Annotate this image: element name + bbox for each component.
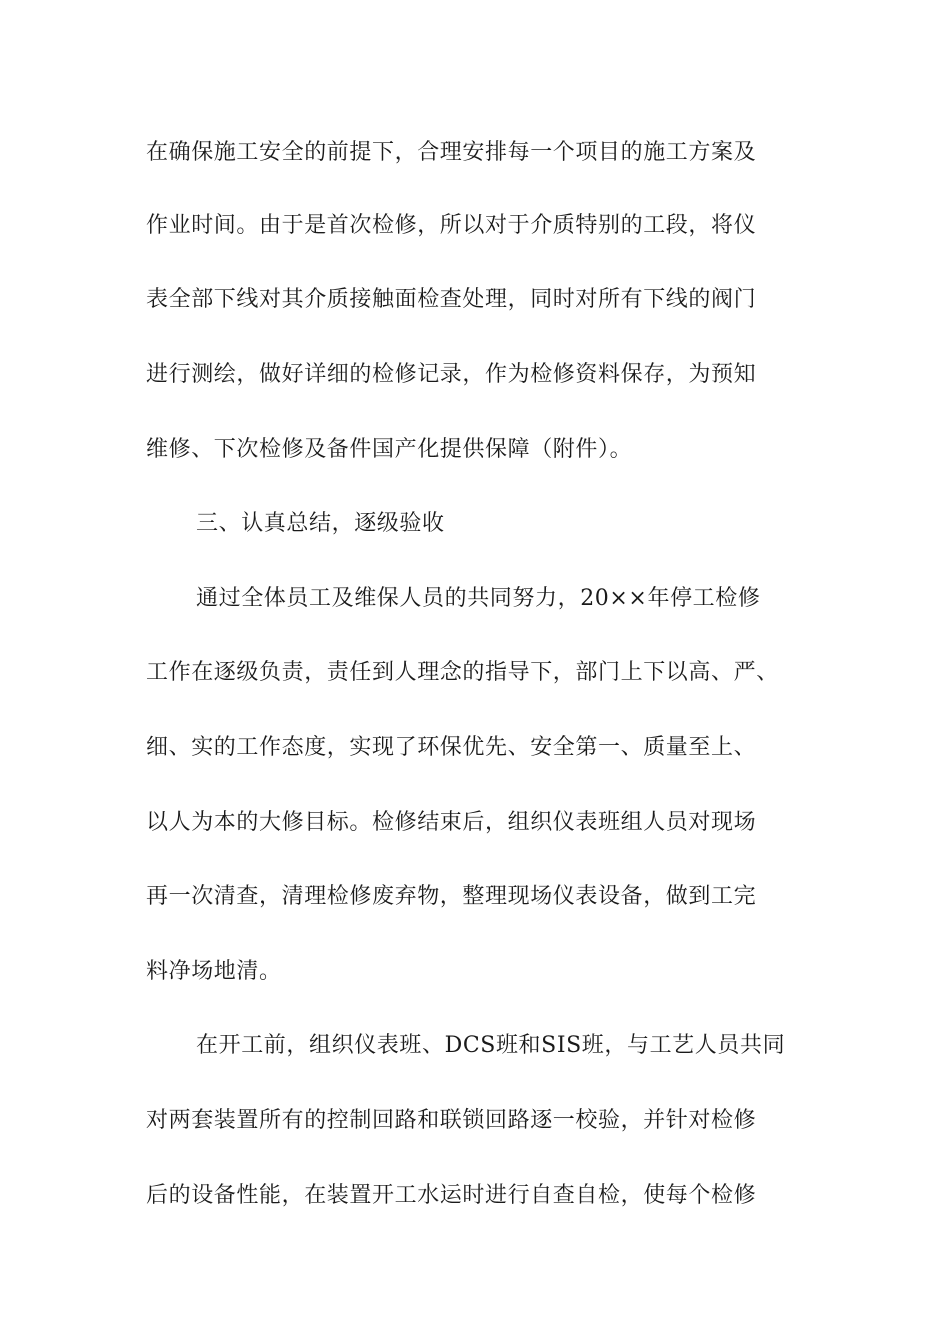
body-text-line: 进行测绘，做好详细的检修记录，作为检修资料保存，为预知 (146, 362, 757, 387)
body-text-line: 细、实的工作态度，实现了环保优先、安全第一、质量至上、 (146, 735, 757, 760)
body-text-line: 通过全体员工及维保人员的共同努力，20××年停工检修 (196, 586, 761, 611)
body-text-line: 表全部下线对其介质接触面检查处理，同时对所有下线的阀门 (146, 287, 757, 312)
body-text-line: 工作在逐级负责，责任到人理念的指导下，部门上下以高、严、 (146, 660, 779, 685)
body-text-line: 再一次清查，清理检修废弃物，整理现场仪表设备，做到工完 (146, 884, 757, 909)
body-text-line: 料净场地清。 (146, 959, 282, 984)
body-text-line: 在确保施工安全的前提下，合理安排每一个项目的施工方案及 (146, 140, 757, 165)
body-text-line: 在开工前，组织仪表班、DCS班和SIS班，与工艺人员共同 (196, 1033, 786, 1058)
body-text-line: 对两套装置所有的控制回路和联锁回路逐一校验，并针对检修 (146, 1108, 757, 1133)
body-text-line: 作业时间。由于是首次检修，所以对于介质特别的工段，将仪 (146, 213, 757, 238)
body-text-line: 以人为本的大修目标。检修结束后，组织仪表班组人员对现场 (146, 810, 757, 835)
section-heading: 三、认真总结，逐级验收 (196, 511, 445, 536)
body-text-line: 后的设备性能，在装置开工水运时进行自查自检，使每个检修 (146, 1183, 757, 1208)
body-text-line: 维修、下次检修及备件国产化提供保障（附件）。 (146, 437, 633, 462)
